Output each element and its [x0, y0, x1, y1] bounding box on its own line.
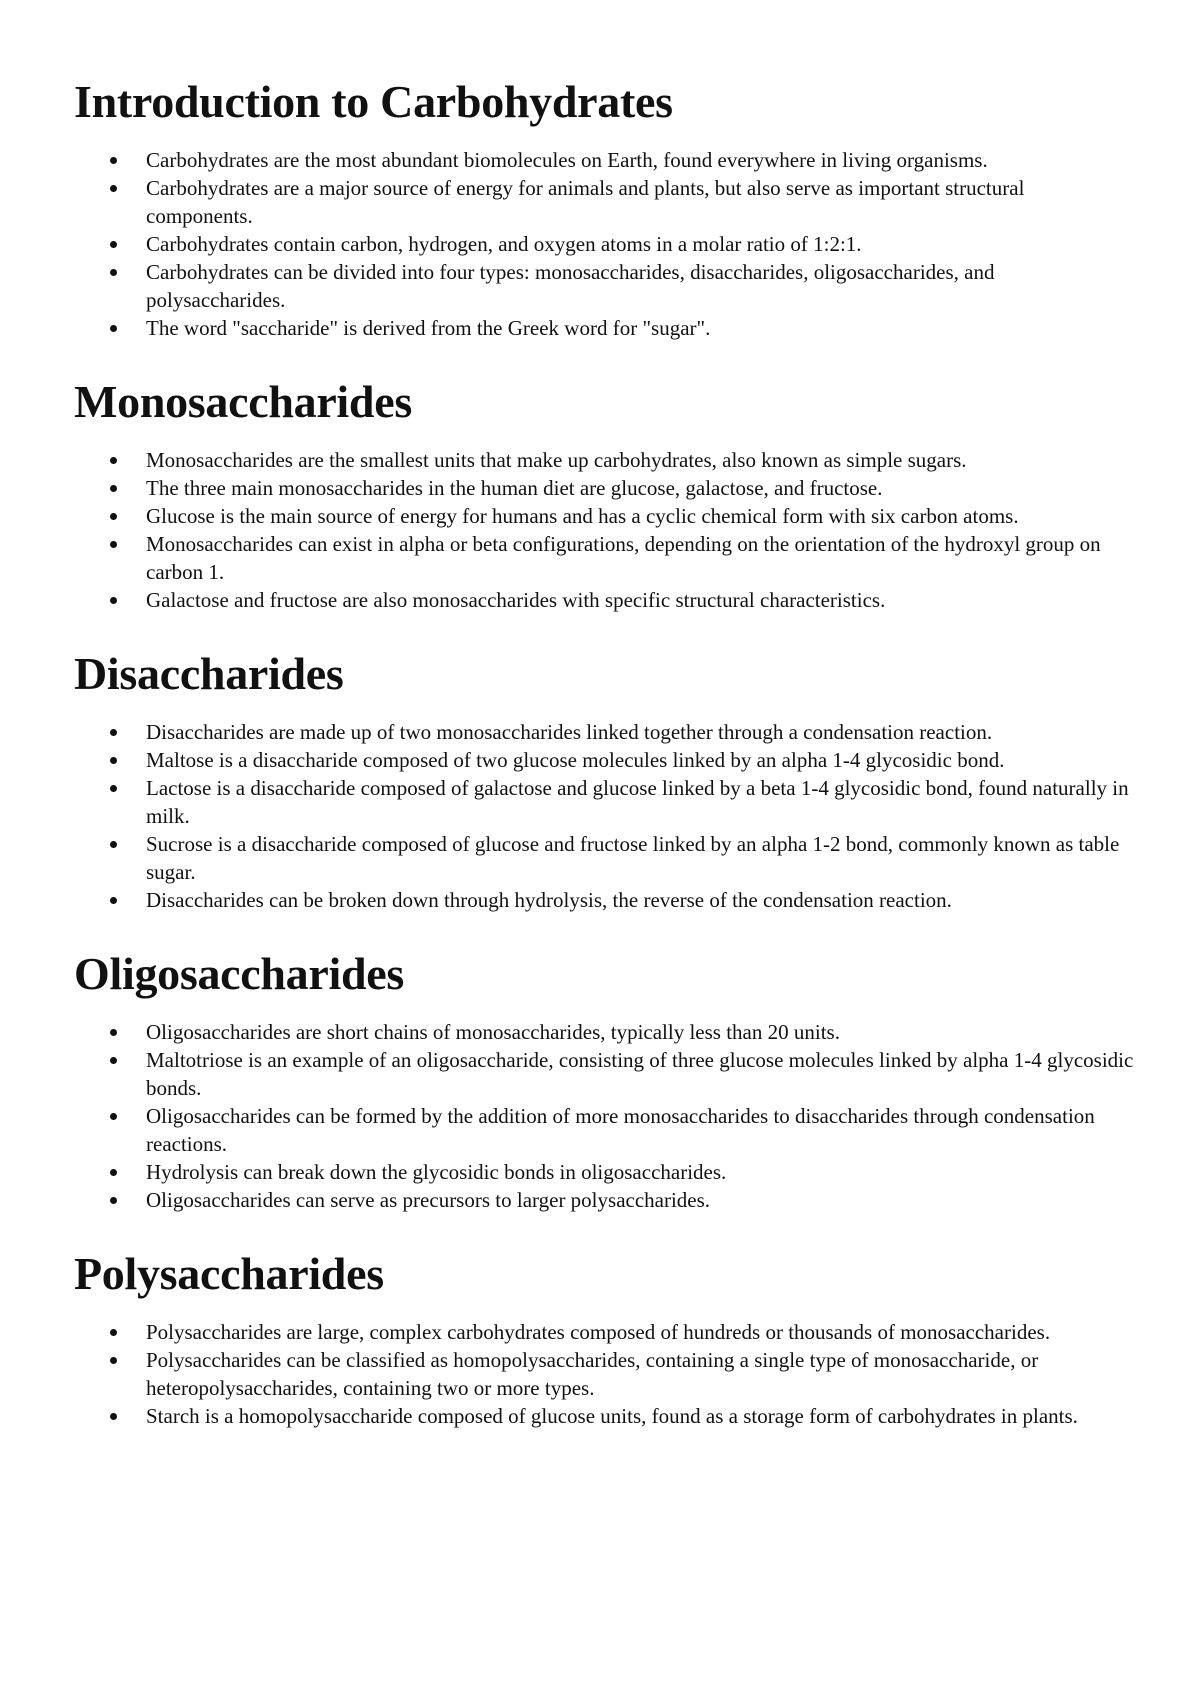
- bullet-icon: [110, 457, 117, 464]
- bullet-text: Galactose and fructose are also monosaccharides with specific structural characteristics.: [146, 588, 886, 612]
- bullet-icon: [110, 729, 117, 736]
- bullet-icon: [110, 513, 117, 520]
- section-title: Polysaccharides: [74, 1248, 384, 1299]
- bullet-text: Hydrolysis can break down the glycosidic bonds in oligosaccharides.: [146, 1160, 727, 1184]
- section-oligosaccharides: [74, 944, 1134, 1214]
- bullet-icon: [110, 241, 117, 248]
- bullet-text: Carbohydrates contain carbon, hydrogen, and oxygen atoms in a molar ratio of 1:2:1.: [146, 232, 862, 256]
- section-monosaccharides: [74, 372, 1134, 614]
- bullet-text: Monosaccharides are the smallest units that make up carbohydrates, also known as simple sugars.: [146, 448, 967, 472]
- bullet-text: The three main monosaccharides in the human diet are glucose, galactose, and fructose.: [146, 476, 883, 500]
- bullet-text: Oligosaccharides can be formed by the addition of more monosaccharides to disaccharides through condensation reactions.: [146, 1104, 1095, 1156]
- bullet-item: [74, 258, 1134, 314]
- bullet-item: [74, 530, 1134, 586]
- bullet-item: [74, 502, 1134, 530]
- section-polysaccharides: [74, 1244, 1134, 1430]
- bullet-item: [74, 1102, 1134, 1158]
- bullet-text: Carbohydrates are the most abundant biomolecules on Earth, found everywhere in living organisms.: [146, 148, 988, 172]
- bullet-item: [74, 314, 1134, 342]
- bullet-item: [74, 1018, 1134, 1046]
- bullet-icon: [110, 1169, 117, 1176]
- bullet-icon: [110, 597, 117, 604]
- bullet-icon: [110, 1029, 117, 1036]
- bullet-text: Maltotriose is an example of an oligosaccharide, consisting of three glucose molecules linked by alpha 1-4 glycosidic bonds.: [146, 1048, 1134, 1100]
- bullet-icon: [110, 325, 117, 332]
- bullet-icon: [110, 1197, 117, 1204]
- bullet-text: Lactose is a disaccharide composed of galactose and glucose linked by a beta 1-4 glycosidic bond, found naturally in milk.: [146, 776, 1129, 828]
- bullet-icon: [110, 1413, 117, 1420]
- bullet-icon: [110, 157, 117, 164]
- bullet-icon: [110, 541, 117, 548]
- bullet-list: [74, 718, 1134, 914]
- bullet-icon: [110, 897, 117, 904]
- section-title: Introduction to Carbohydrates: [74, 76, 673, 127]
- bullet-icon: [110, 757, 117, 764]
- document-page: [74, 72, 1134, 1430]
- bullet-text: Carbohydrates are a major source of energy for animals and plants, but also serve as important structural components.: [146, 176, 1025, 228]
- section-disaccharides: [74, 644, 1134, 914]
- bullet-item: [74, 1318, 1134, 1346]
- bullet-text: Polysaccharides can be classified as homopolysaccharides, containing a single type of monosaccharide, or heteropolysaccharides, containing two or more types.: [146, 1348, 1039, 1400]
- bullet-item: [74, 1186, 1134, 1214]
- bullet-item: [74, 230, 1134, 258]
- bullet-list: [74, 446, 1134, 614]
- bullet-text: Monosaccharides can exist in alpha or beta configurations, depending on the orientation of the hydroxyl group on carbon 1.: [146, 532, 1101, 584]
- section-title: Disaccharides: [74, 648, 344, 699]
- bullet-item: [74, 886, 1134, 914]
- bullet-icon: [110, 185, 117, 192]
- bullet-item: [74, 1158, 1134, 1186]
- bullet-icon: [110, 1113, 117, 1120]
- section-title: Oligosaccharides: [74, 948, 404, 999]
- bullet-text: The word "saccharide" is derived from the Greek word for "sugar".: [146, 316, 711, 340]
- bullet-item: [74, 1346, 1134, 1402]
- bullet-list: [74, 146, 1134, 342]
- bullet-item: [74, 446, 1134, 474]
- bullet-item: [74, 718, 1134, 746]
- bullet-item: [74, 830, 1134, 886]
- bullet-text: Starch is a homopolysaccharide composed of glucose units, found as a storage form of carbohydrates in plants.: [146, 1404, 1078, 1428]
- bullet-list: [74, 1018, 1134, 1214]
- section-introduction: [74, 72, 1134, 342]
- bullet-icon: [110, 269, 117, 276]
- bullet-icon: [110, 1057, 117, 1064]
- bullet-text: Maltose is a disaccharide composed of two glucose molecules linked by an alpha 1-4 glycosidic bond.: [146, 748, 1005, 772]
- bullet-text: Oligosaccharides are short chains of monosaccharides, typically less than 20 units.: [146, 1020, 840, 1044]
- bullet-text: Disaccharides are made up of two monosaccharides linked together through a condensation reaction.: [146, 720, 993, 744]
- bullet-text: Polysaccharides are large, complex carbohydrates composed of hundreds or thousands of monosaccharides.: [146, 1320, 1051, 1344]
- bullet-item: [74, 1402, 1134, 1430]
- section-title: Monosaccharides: [74, 376, 412, 427]
- bullet-icon: [110, 1357, 117, 1364]
- bullet-item: [74, 1046, 1134, 1102]
- bullet-text: Carbohydrates can be divided into four types: monosaccharides, disaccharides, oligosaccharides, and polysaccharides.: [146, 260, 995, 312]
- bullet-item: [74, 586, 1134, 614]
- bullet-text: Oligosaccharides can serve as precursors to larger polysaccharides.: [146, 1188, 711, 1212]
- bullet-text: Glucose is the main source of energy for humans and has a cyclic chemical form with six carbon atoms.: [146, 504, 1019, 528]
- bullet-icon: [110, 485, 117, 492]
- bullet-text: Sucrose is a disaccharide composed of glucose and fructose linked by an alpha 1-2 bond, commonly known as table sugar.: [146, 832, 1120, 884]
- bullet-icon: [110, 841, 117, 848]
- bullet-icon: [110, 1329, 117, 1336]
- bullet-list: [74, 1318, 1134, 1430]
- bullet-item: [74, 774, 1134, 830]
- bullet-item: [74, 146, 1134, 174]
- bullet-text: Disaccharides can be broken down through hydrolysis, the reverse of the condensation reaction.: [146, 888, 952, 912]
- bullet-icon: [110, 785, 117, 792]
- bullet-item: [74, 474, 1134, 502]
- bullet-item: [74, 174, 1134, 230]
- bullet-item: [74, 746, 1134, 774]
